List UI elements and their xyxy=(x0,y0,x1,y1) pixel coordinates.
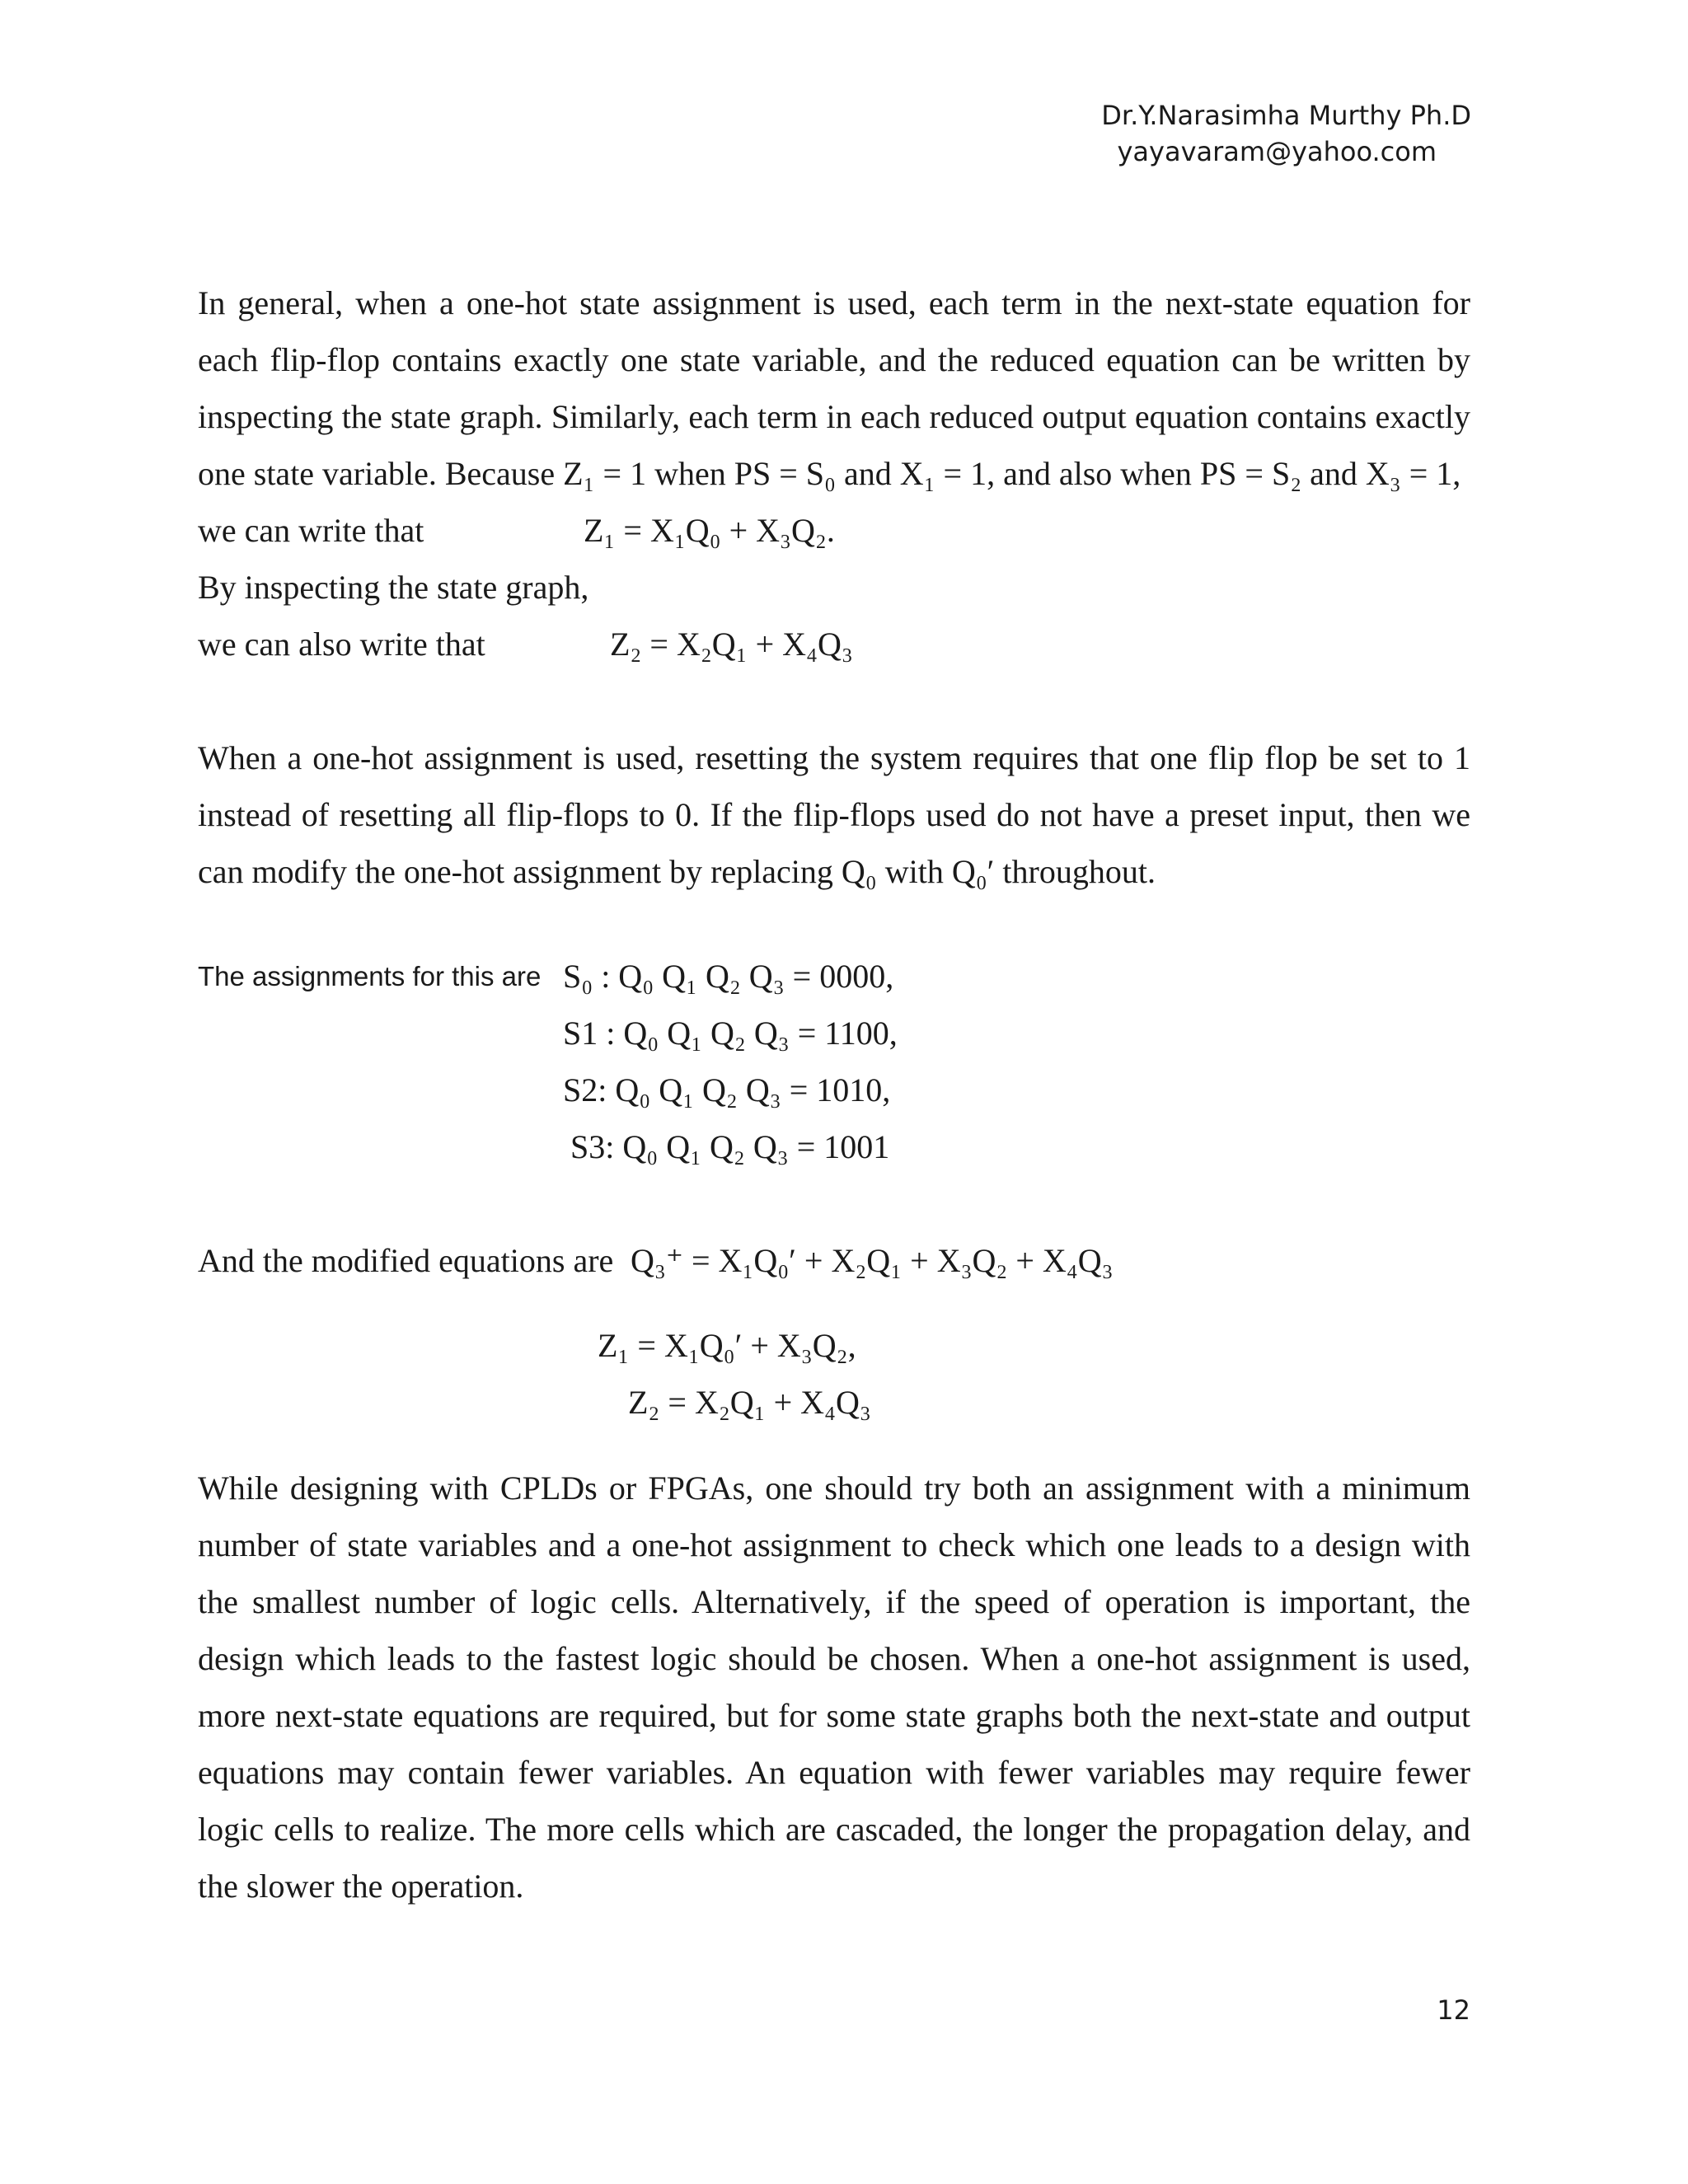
paragraph-cpld-fpga: While designing with CPLDs or FPGAs, one should try both an assignment with a minimum number of state variables and a one-hot assignment to check which one leads to a design with the smallest number of logic cells. Alternatively, if the speed of operation is important, the design which leads to the fastest logic should be chosen. When a one-hot assignment is used, more next-state equations are required, but for some state graphs both the next-state and output equations may contain fewer variables. An equation with fewer variables may require fewer logic cells to realize. The more cells which are cascaded, the longer the propagation delay, and the slower the operation. xyxy=(198,1469,1470,1905)
assignments-intro: The assignments for this are xyxy=(198,961,542,991)
line-inspecting: By inspecting the state graph, xyxy=(198,569,589,606)
equation-z1: Z₁ = X₁Q₀ + X₃Q₂. xyxy=(584,512,835,549)
page-number: 12 xyxy=(1437,1994,1470,2026)
equation-z2-modified: Z₂ = X₂Q₁ + X₄Q₃ xyxy=(628,1384,871,1421)
paragraph-one-hot-intro: In general, when a one-hot state assignment is used, each term in the next-state equation for each flip-flop contains exactly one state variable, and the reduced equation can be written by inspecting the state graph. Similarly, each term in each reduced output equation contains exactly one state variable. Because Z₁ = 1 when PS = S₀ and X₁ = 1, and also when PS = S₂ and X₃ = 1, xyxy=(198,284,1470,492)
modified-intro: And the modified equations are xyxy=(198,1242,614,1279)
assignment-row-s2: S2: Q₀ Q₁ Q₂ Q₃ = 1010, xyxy=(563,1071,891,1108)
line-also-write: we can also write that xyxy=(198,626,485,663)
header-email: yayavaram@yahoo.com xyxy=(1117,136,1437,167)
equation-q3-plus: Q₃⁺ = X₁Q₀′ + X₂Q₁ + X₃Q₂ + X₄Q₃ xyxy=(631,1242,1114,1279)
equation-z1-modified: Z₁ = X₁Q₀′ + X₃Q₂, xyxy=(598,1327,856,1364)
header-author: Dr.Y.Narasimha Murthy Ph.D xyxy=(1101,100,1471,131)
assignment-row-s3: S3: Q₀ Q₁ Q₂ Q₃ = 1001 xyxy=(570,1128,890,1165)
equation-z2: Z₂ = X₂Q₁ + X₄Q₃ xyxy=(610,626,853,663)
paragraph-reset: When a one-hot assignment is used, resetting the system requires that one flip flop be set to 1 instead of resetting all flip-flops to 0. If the flip-flops used do not have a preset input, then we can modify the one-hot assignment by replacing Q₀ with Q₀′ throughout. xyxy=(198,739,1470,890)
line-we-can-write: we can write that xyxy=(198,512,424,549)
assignment-row-s0: S₀ : Q₀ Q₁ Q₂ Q₃ = 0000, xyxy=(563,958,894,995)
assignment-row-s1: S1 : Q₀ Q₁ Q₂ Q₃ = 1100, xyxy=(563,1015,898,1052)
